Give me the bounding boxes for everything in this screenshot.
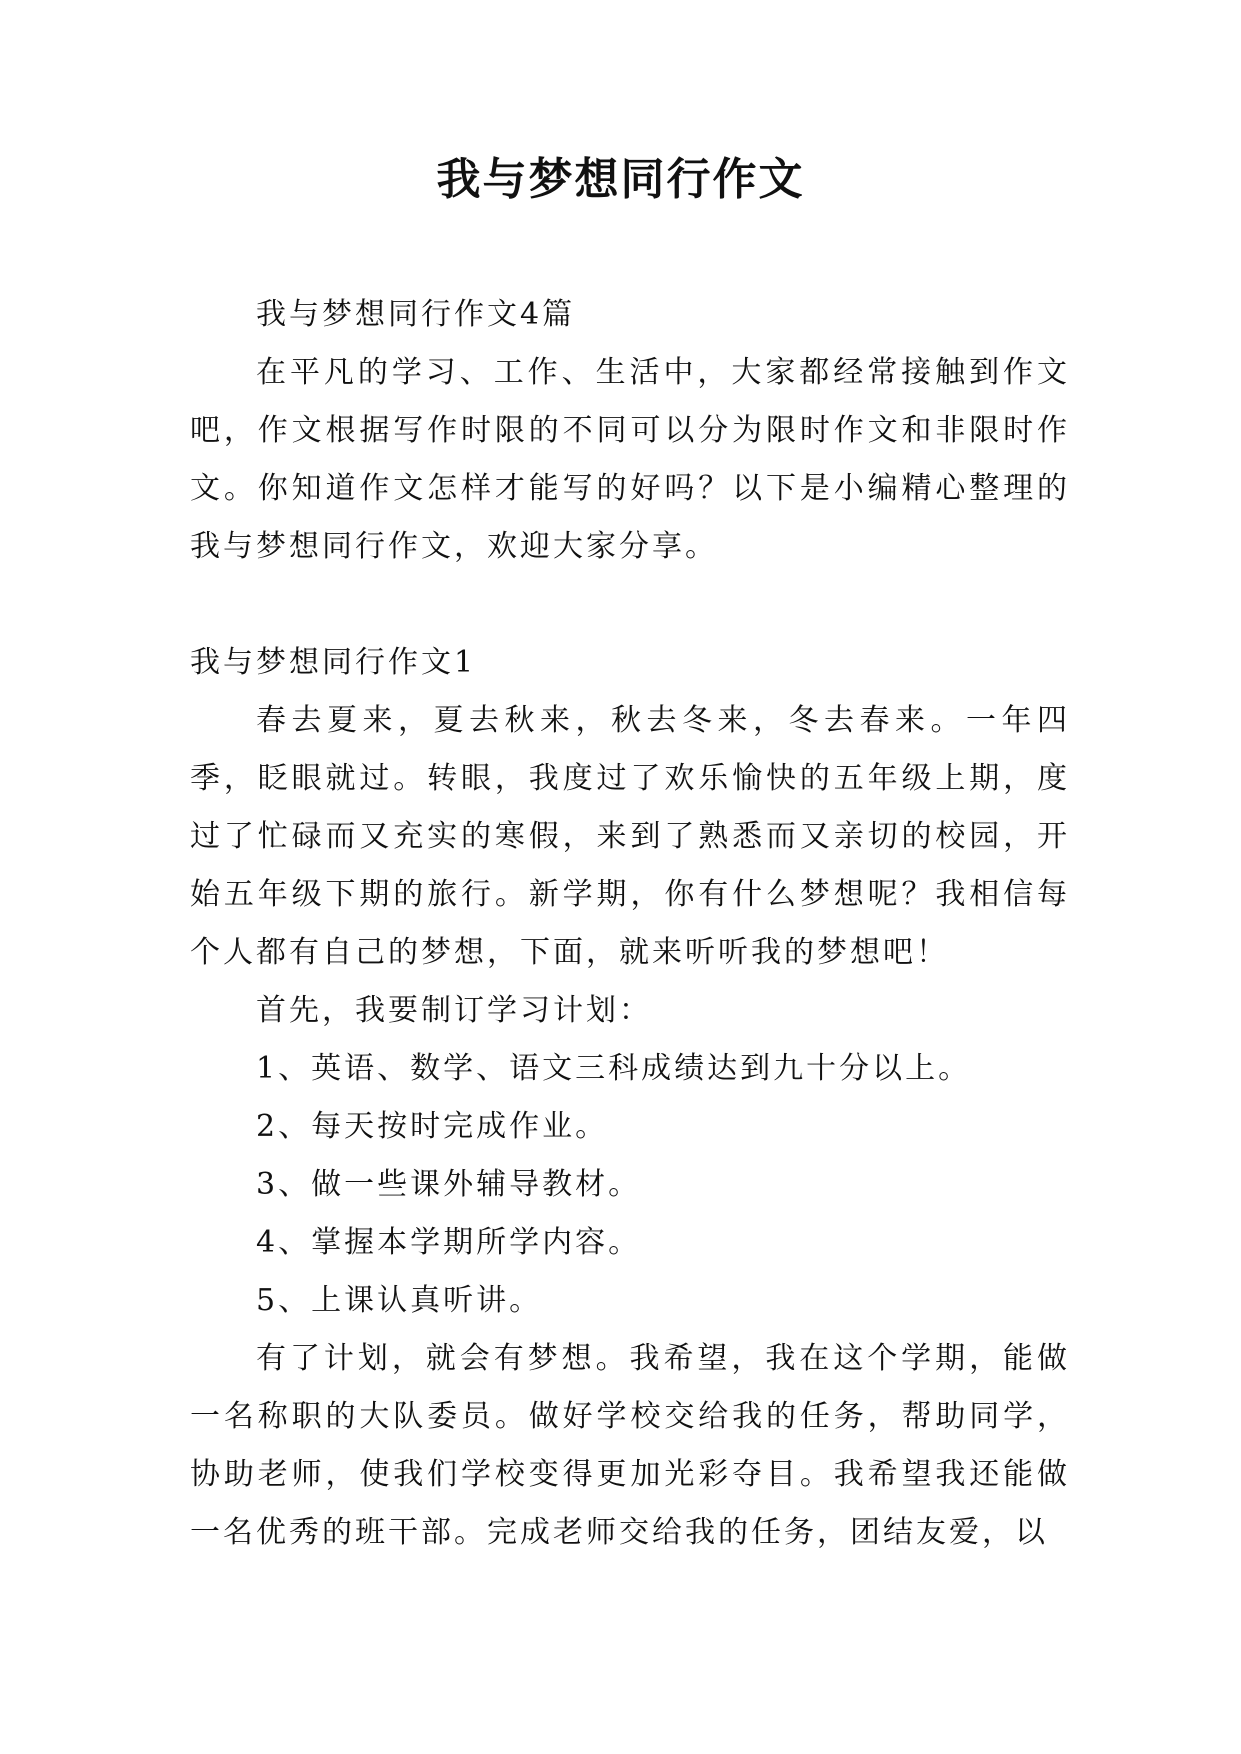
plan-item: 1、英语、数学、语文三科成绩达到九十分以上。	[256, 1051, 972, 1086]
plan-item: 3、做一些课外辅导教材。	[256, 1167, 642, 1202]
document-body	[190, 286, 1070, 1562]
document-title: 我与梦想同行作文	[436, 154, 805, 205]
plan-intro: 首先，我要制订学习计划：	[256, 993, 652, 1028]
subtitle: 我与梦想同行作文4篇	[256, 297, 576, 332]
intro-paragraph: 在平凡的学习、工作、生活中，大家都经常接触到作文吧，作文根据写作时限的不同可以分为限时作文和非限时作文。你知道作文怎样才能写的好吗？以下是小编精心整理的我与梦想同行作文，欢迎大家分享。	[190, 355, 1070, 564]
plan-item: 4、掌握本学期所学内容。	[256, 1225, 642, 1260]
plan-item: 5、上课认真听讲。	[256, 1283, 543, 1318]
paragraph-gap	[190, 576, 1070, 634]
plan-item: 2、每天按时完成作业。	[256, 1109, 609, 1144]
section-heading: 我与梦想同行作文1	[190, 645, 477, 680]
paragraph: 有了计划，就会有梦想。我希望，我在这个学期，能做一名称职的大队委员。做好学校交给我的任务，帮助同学，协助老师，使我们学校变得更加光彩夺目。我希望我还能做一名优秀的班干部。完成老师交给我的任务，团结友爱，以	[190, 1341, 1070, 1550]
paragraph: 春去夏来，夏去秋来，秋去冬来，冬去春来。一年四季，眨眼就过。转眼，我度过了欢乐愉快的五年级上期，度过了忙碌而又充实的寒假，来到了熟悉而又亲切的校园，开始五年级下期的旅行。新学期，你有什么梦想呢？我相信每个人都有自己的梦想，下面，就来听听我的梦想吧！	[190, 703, 1070, 970]
